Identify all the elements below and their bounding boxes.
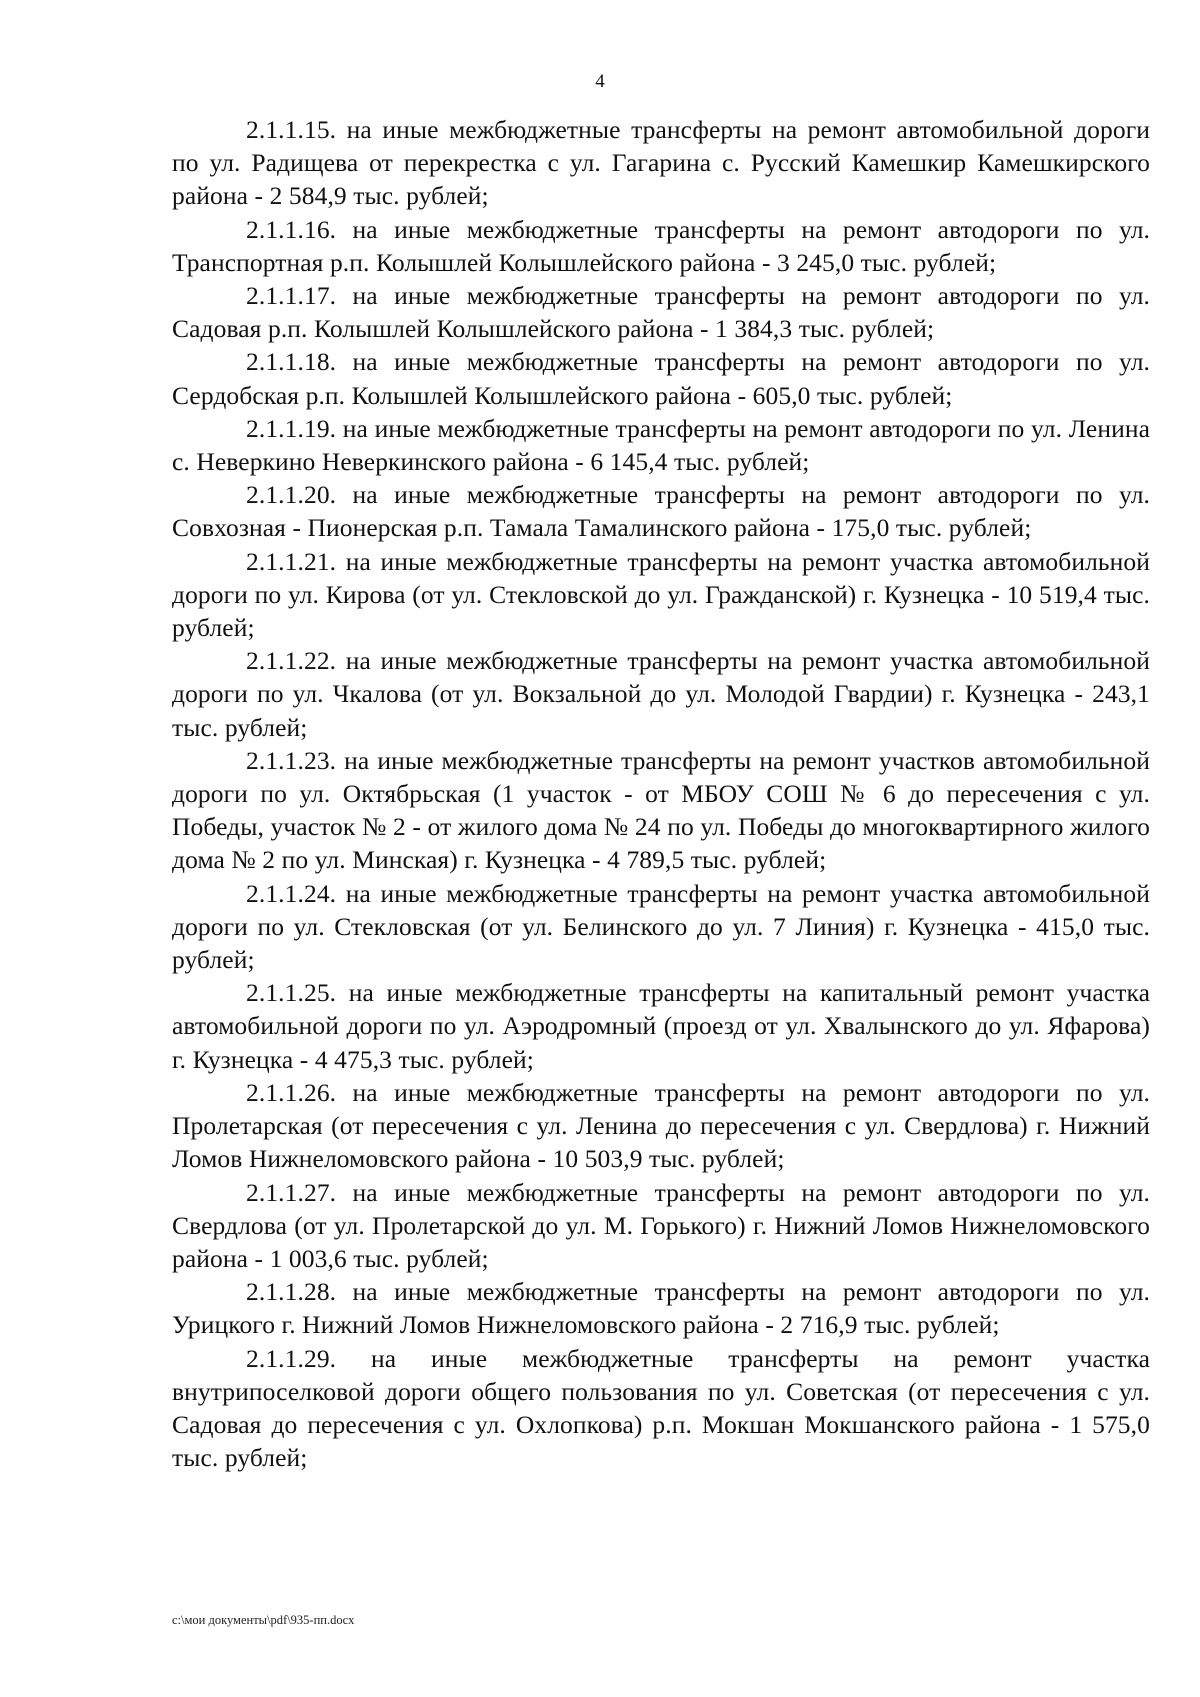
paragraph-2-1-1-21: 2.1.1.21. на иные межбюджетные трансферты на ремонт участка автомобильной дороги по ул. Кирова (от ул. Стекловской до ул. Гражданской) г. Кузнецка - 10 519,4 тыс. рублей; (172, 546, 1150, 643)
paragraph-2-1-1-26: 2.1.1.26. на иные межбюджетные трансферты на ремонт автодороги по ул. Пролетарская (от пересечения с ул. Ленина до пересечения с ул. Свердлова) г. Нижний Ломов Нижнеломовского района - 10 503,9 тыс. рублей; (172, 1077, 1150, 1174)
footer-file-path: c:\мои документы\pdf\935-пп.docx (172, 1613, 355, 1627)
document-body (172, 113, 1150, 1474)
paragraph-2-1-1-16: 2.1.1.16. на иные межбюджетные трансферты на ремонт автодороги по ул. Транспортная р.п. Колышлей Колышлейского района - 3 245,0 тыс. рублей; (172, 214, 1150, 277)
paragraph-2-1-1-22: 2.1.1.22. на иные межбюджетные трансферты на ремонт участка автомобильной дороги по ул. Чкалова (от ул. Вокзальной до ул. Молодой Гвардии) г. Кузнецка - 243,1 тыс. рублей; (172, 646, 1150, 742)
paragraph-2-1-1-24: 2.1.1.24. на иные межбюджетные трансферты на ремонт участка автомобильной дороги по ул. Стекловская (от ул. Белинского до ул. 7 Линия) г. Кузнецка - 415,0 тыс. рублей; (172, 878, 1150, 975)
paragraph-2-1-1-15: 2.1.1.15. на иные межбюджетные трансферты на ремонт автомобильной дороги по ул. Радищева от перекрестка с ул. Гагарина с. Русский Камешкир Камешкирского района - 2 584,9 тыс. рублей; (172, 115, 1150, 211)
paragraph-2-1-1-18: 2.1.1.18. на иные межбюджетные трансферты на ремонт автодороги по ул. Сердобская р.п. Колышлей Колышлейского района - 605,0 тыс. рублей; (172, 347, 1150, 410)
page-number: 4 (595, 71, 605, 92)
paragraph-2-1-1-27: 2.1.1.27. на иные межбюджетные трансферты на ремонт автодороги по ул. Свердлова (от ул. Пролетарской до ул. М. Горького) г. Нижний Ломов Нижнеломовского района - 1 003,6 тыс. рублей; (172, 1177, 1150, 1273)
paragraph-2-1-1-20: 2.1.1.20. на иные межбюджетные трансферты на ремонт автодороги по ул. Совхозная - Пионерская р.п. Тамала Тамалинского района - 175,0 тыс. рублей; (172, 480, 1150, 543)
paragraph-2-1-1-25: 2.1.1.25. на иные межбюджетные трансферты на капитальный ремонт участка автомобильной дороги по ул. Аэродромный (проезд от ул. Хвалынского до ул. Яфарова) г. Кузнецка - 4 475,3 тыс. рублей; (172, 978, 1150, 1074)
paragraph-2-1-1-23: 2.1.1.23. на иные межбюджетные трансферты на ремонт участков автомобильной дороги по ул. Октябрьская (1 участок - от МБОУ СОШ № 6 до пересечения с ул. Победы, участок № 2 - от жилого дома № 24 по ул. Победы до многоквартирного жилого дома № 2 по ул. Минская) г. Кузнецка - 4 789,5 тыс. рублей; (172, 745, 1150, 875)
paragraph-2-1-1-19: 2.1.1.19. на иные межбюджетные трансферты на ремонт автодороги по ул. Ленина с. Неверкино Неверкинского района - 6 145,4 тыс. рублей; (172, 413, 1150, 477)
paragraph-2-1-1-28: 2.1.1.28. на иные межбюджетные трансферты на ремонт автодороги по ул. Урицкого г. Нижний Ломов Нижнеломовского района - 2 716,9 тыс. рублей; (172, 1277, 1150, 1340)
paragraph-2-1-1-17: 2.1.1.17. на иные межбюджетные трансферты на ремонт автодороги по ул. Садовая р.п. Колышлей Колышлейского района - 1 384,3 тыс. рублей; (172, 281, 1150, 344)
paragraph-2-1-1-29: 2.1.1.29. на иные межбюджетные трансферты на ремонт участка внутрипоселковой дороги общего пользования по ул. Советская (от пересечения с ул. Садовая до пересечения с ул. Охлопкова) р.п. Мокшан Мокшанского района - 1 575,0 тыс. рублей; (172, 1343, 1150, 1473)
